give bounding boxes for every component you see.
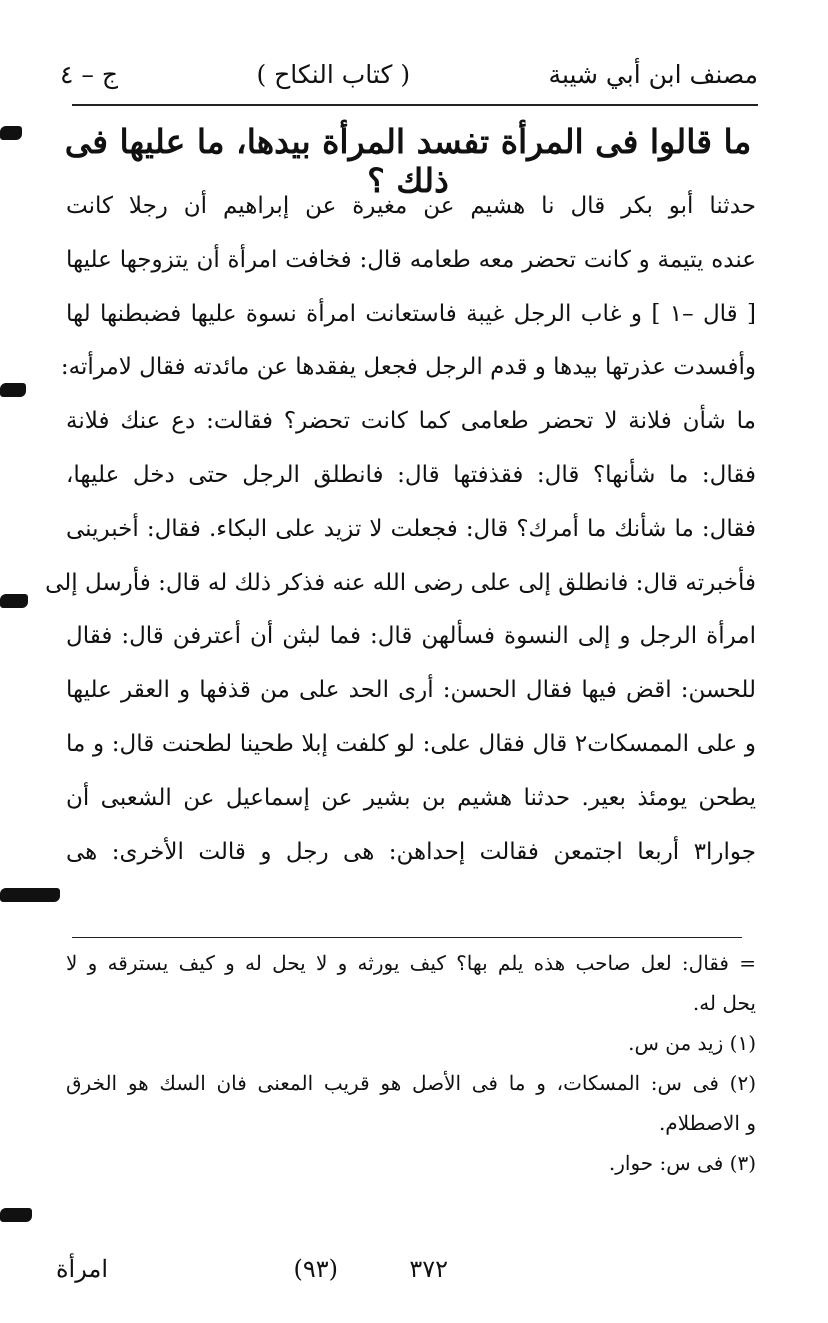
- running-header: [60, 52, 758, 96]
- margin-ink-mark: [0, 126, 22, 140]
- margin-ink-mark: [0, 594, 28, 608]
- body-line: فقال: ما شأنك ما أمرك؟ قال: فجعلت لا تزيد على البكاء. فقال: أخبرينى: [66, 515, 756, 542]
- footnote-line: (٢) فى س: المسكات، و ما فى الأصل هو قريب المعنى فان السك هو الخرق: [66, 1071, 756, 1095]
- book-title: مصنف ابن أبي شيبة: [548, 59, 758, 89]
- footnote-line: (١) زيد من س.: [628, 1031, 756, 1055]
- section-index: (٩٣): [293, 1255, 338, 1283]
- body-text: [45, 180, 757, 879]
- margin-ink-mark: [0, 888, 60, 902]
- volume-number: ج – ٤: [60, 59, 118, 89]
- body-line: [ قال –١ ] و غاب الرجل غيبة فاستعانت امرأة نسوة عليها فضبطنها لها: [66, 300, 757, 327]
- footnote-line: (٣) فى س: حوار.: [608, 1151, 756, 1175]
- footnote-line: و الاصطلام.: [658, 1111, 756, 1135]
- chapter-title: ما قالوا فى المرأة تفسد المرأة بيدها، ما عليها فى ذلك ؟: [64, 122, 752, 200]
- body-line: للحسن: اقض فيها فقال الحسن: أرى الحد على من قذفها و العقر عليها: [66, 677, 756, 704]
- catchword: امرأة: [55, 1255, 108, 1283]
- footnote-line: = فقال: لعل صاحب هذه يلم بها؟ كيف يورثه و لا يحل له و كيف يسترقه و لا: [66, 951, 756, 975]
- body-line: يطحن يومئذ بعير. حدثنا هشيم بن بشير عن إسماعيل عن الشعبى أن: [66, 784, 756, 811]
- header-rule: [72, 104, 758, 106]
- section-title: ( كتاب النكاح ): [256, 59, 411, 89]
- body-line: امرأة الرجل و إلى النسوة فسألهن قال: فما لبثن أن أعترفن قال: فقال: [66, 623, 756, 650]
- body-line: ما شأن فلانة لا تحضر طعامى كما كانت تحضر؟ فقالت: دع عنك فلانة: [66, 408, 756, 435]
- footnote-line: يحل له.: [692, 991, 756, 1015]
- margin-ink-mark: [0, 383, 26, 397]
- margin-ink-mark: [0, 1208, 32, 1222]
- footnote-rule: [72, 937, 742, 938]
- body-line: حدثنا أبو بكر قال نا هشيم عن مغيرة عن إبراهيم أن رجلا كانت: [66, 193, 756, 219]
- page-number: ٣٧٢: [409, 1255, 448, 1283]
- footnotes: [66, 943, 756, 1183]
- body-line: عنده يتيمة و كانت تحضر معه طعامه قال: فخافت امرأة أن يتزوجها عليها: [66, 246, 756, 273]
- body-line: فقال: ما شأنها؟ قال: فقذفتها قال: فانطلق الرجل حتى دخل عليها،: [66, 461, 756, 488]
- body-line: وأفسدت عذرتها بيدها و قدم الرجل فجعل يفقدها عن مائدته فقال لامرأته:: [60, 354, 756, 381]
- body-line: فأخبرته قال: فانطلق إلى على رضى الله عنه فذكر ذلك له قال: فأرسل إلى: [45, 569, 756, 596]
- body-line: و على الممسكات٢ قال فقال على: لو كلفت إبلا طحينا لطحنت قال: و ما: [66, 730, 756, 757]
- page-footer: [55, 1255, 748, 1295]
- body-line: جوارا٣ أربعا اجتمعن فقالت إحداهن: هى رجل و قالت الأخرى: هى: [66, 838, 756, 865]
